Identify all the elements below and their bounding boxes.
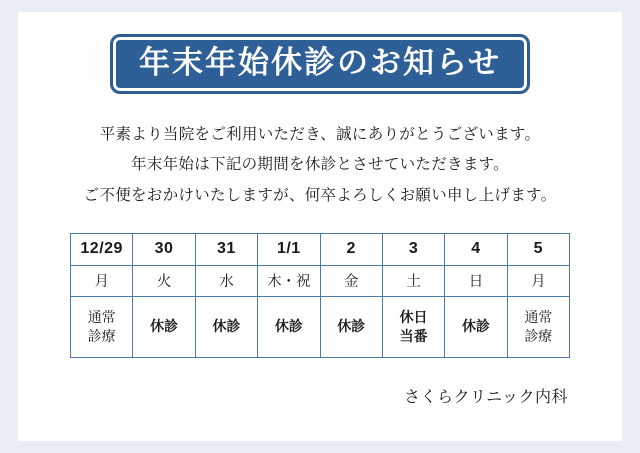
schedule-status-cell [320,296,382,357]
schedule-date-cell: 2 [320,233,382,265]
schedule-date-cell: 3 [382,233,444,265]
schedule-table [70,233,570,358]
title-area [18,34,622,94]
table-row-weekdays [71,265,570,296]
notice-poster [18,12,622,441]
schedule-status-line1: 休診 [274,318,303,335]
schedule-status-line1: 休診 [337,318,366,335]
schedule-status-line1: 休日 [399,308,428,325]
schedule-status-line2: 当番 [399,327,428,344]
schedule-date-cell: 1/1 [258,233,320,265]
notice-paragraph-3: ご不便をおかけいたしますが、何卒よろしくお願い申し上げます。 [83,186,557,204]
schedule-status-cell [258,296,320,357]
schedule-weekday-cell: 火 [133,265,195,296]
schedule-date-cell: 4 [445,233,507,265]
notice-body [18,120,622,211]
clinic-name: さくらクリニック内科 [403,388,568,406]
table-row-dates [71,233,570,265]
schedule-status-cell [382,296,444,357]
schedule-weekday-cell: 金 [320,265,382,296]
schedule-date-cell: 30 [133,233,195,265]
notice-paragraph-2: 年末年始は下記の期間を休診とさせていただきます。 [131,156,509,174]
schedule-weekday-cell: 水 [195,265,257,296]
schedule-status-line2: 診療 [87,327,116,344]
schedule-status-line1: 通常 [87,308,116,325]
schedule-status-cell [195,296,257,357]
schedule-status-cell [133,296,195,357]
schedule-status-line1: 休診 [212,318,241,335]
schedule-status-line1: 通常 [524,308,553,325]
page-title: 年末年始休診のお知らせ [110,34,530,94]
schedule-status-cell [445,296,507,357]
schedule-weekday-cell: 月 [507,265,569,296]
schedule-weekday-cell: 日 [445,265,507,296]
notice-paragraph-1: 平素より当院をご利用いただき、誠にありがとうございます。 [99,126,541,144]
table-row-statuses [71,296,570,357]
schedule-weekday-cell: 月 [71,265,133,296]
schedule-date-cell: 31 [195,233,257,265]
schedule-table-wrapper [18,233,622,358]
schedule-status-line1: 休診 [150,318,179,335]
schedule-date-cell: 12/29 [71,233,133,265]
schedule-status-line1: 休診 [461,318,490,335]
schedule-weekday-cell: 土 [382,265,444,296]
schedule-date-cell: 5 [507,233,569,265]
schedule-status-cell [507,296,569,357]
schedule-weekday-cell: 木・祝 [258,265,320,296]
schedule-status-line2: 診療 [524,327,553,344]
schedule-status-cell [71,296,133,357]
